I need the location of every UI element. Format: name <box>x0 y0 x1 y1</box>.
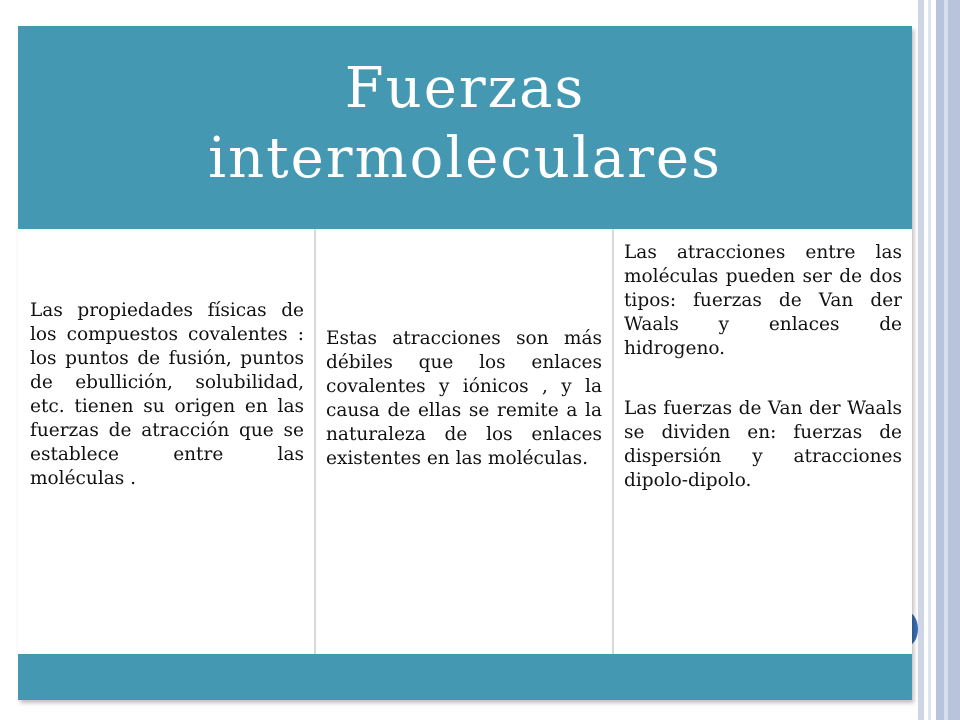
decorative-stripe <box>928 0 931 720</box>
title-line-2: intermoleculares <box>208 126 722 191</box>
decorative-stripe <box>918 0 924 720</box>
slide-title <box>18 54 912 194</box>
title-line-1: Fuerzas <box>344 56 586 121</box>
table-cell-propiedades <box>18 229 316 654</box>
decorative-stripe <box>936 0 960 720</box>
content-table <box>18 229 912 654</box>
cell-text: Las propiedades físicas de los compuestos covalentes : los puntos de fusión, puntos de ebullición, solubilidad, etc. tienen su origen en las fuerzas de atracción que se establece entre las moléculas . <box>30 300 304 489</box>
decorative-stripe <box>944 0 948 720</box>
table-cell-atracciones <box>316 229 614 654</box>
table-cell-tipos <box>614 229 912 654</box>
cell-text: Las atracciones entre las moléculas pueden ser de dos tipos: fuerzas de Van der Waals y enlaces de hidrogeno. <box>624 242 902 359</box>
cell-text: Las fuerzas de Van der Waals se dividen en: fuerzas de dispersión y atracciones dipolo-dipolo. <box>624 398 902 491</box>
cell-text: Estas atracciones son más débiles que los enlaces covalentes y iónicos , y la causa de ellas se remite a la naturaleza de los enlaces existentes en las moléculas. <box>326 328 602 469</box>
